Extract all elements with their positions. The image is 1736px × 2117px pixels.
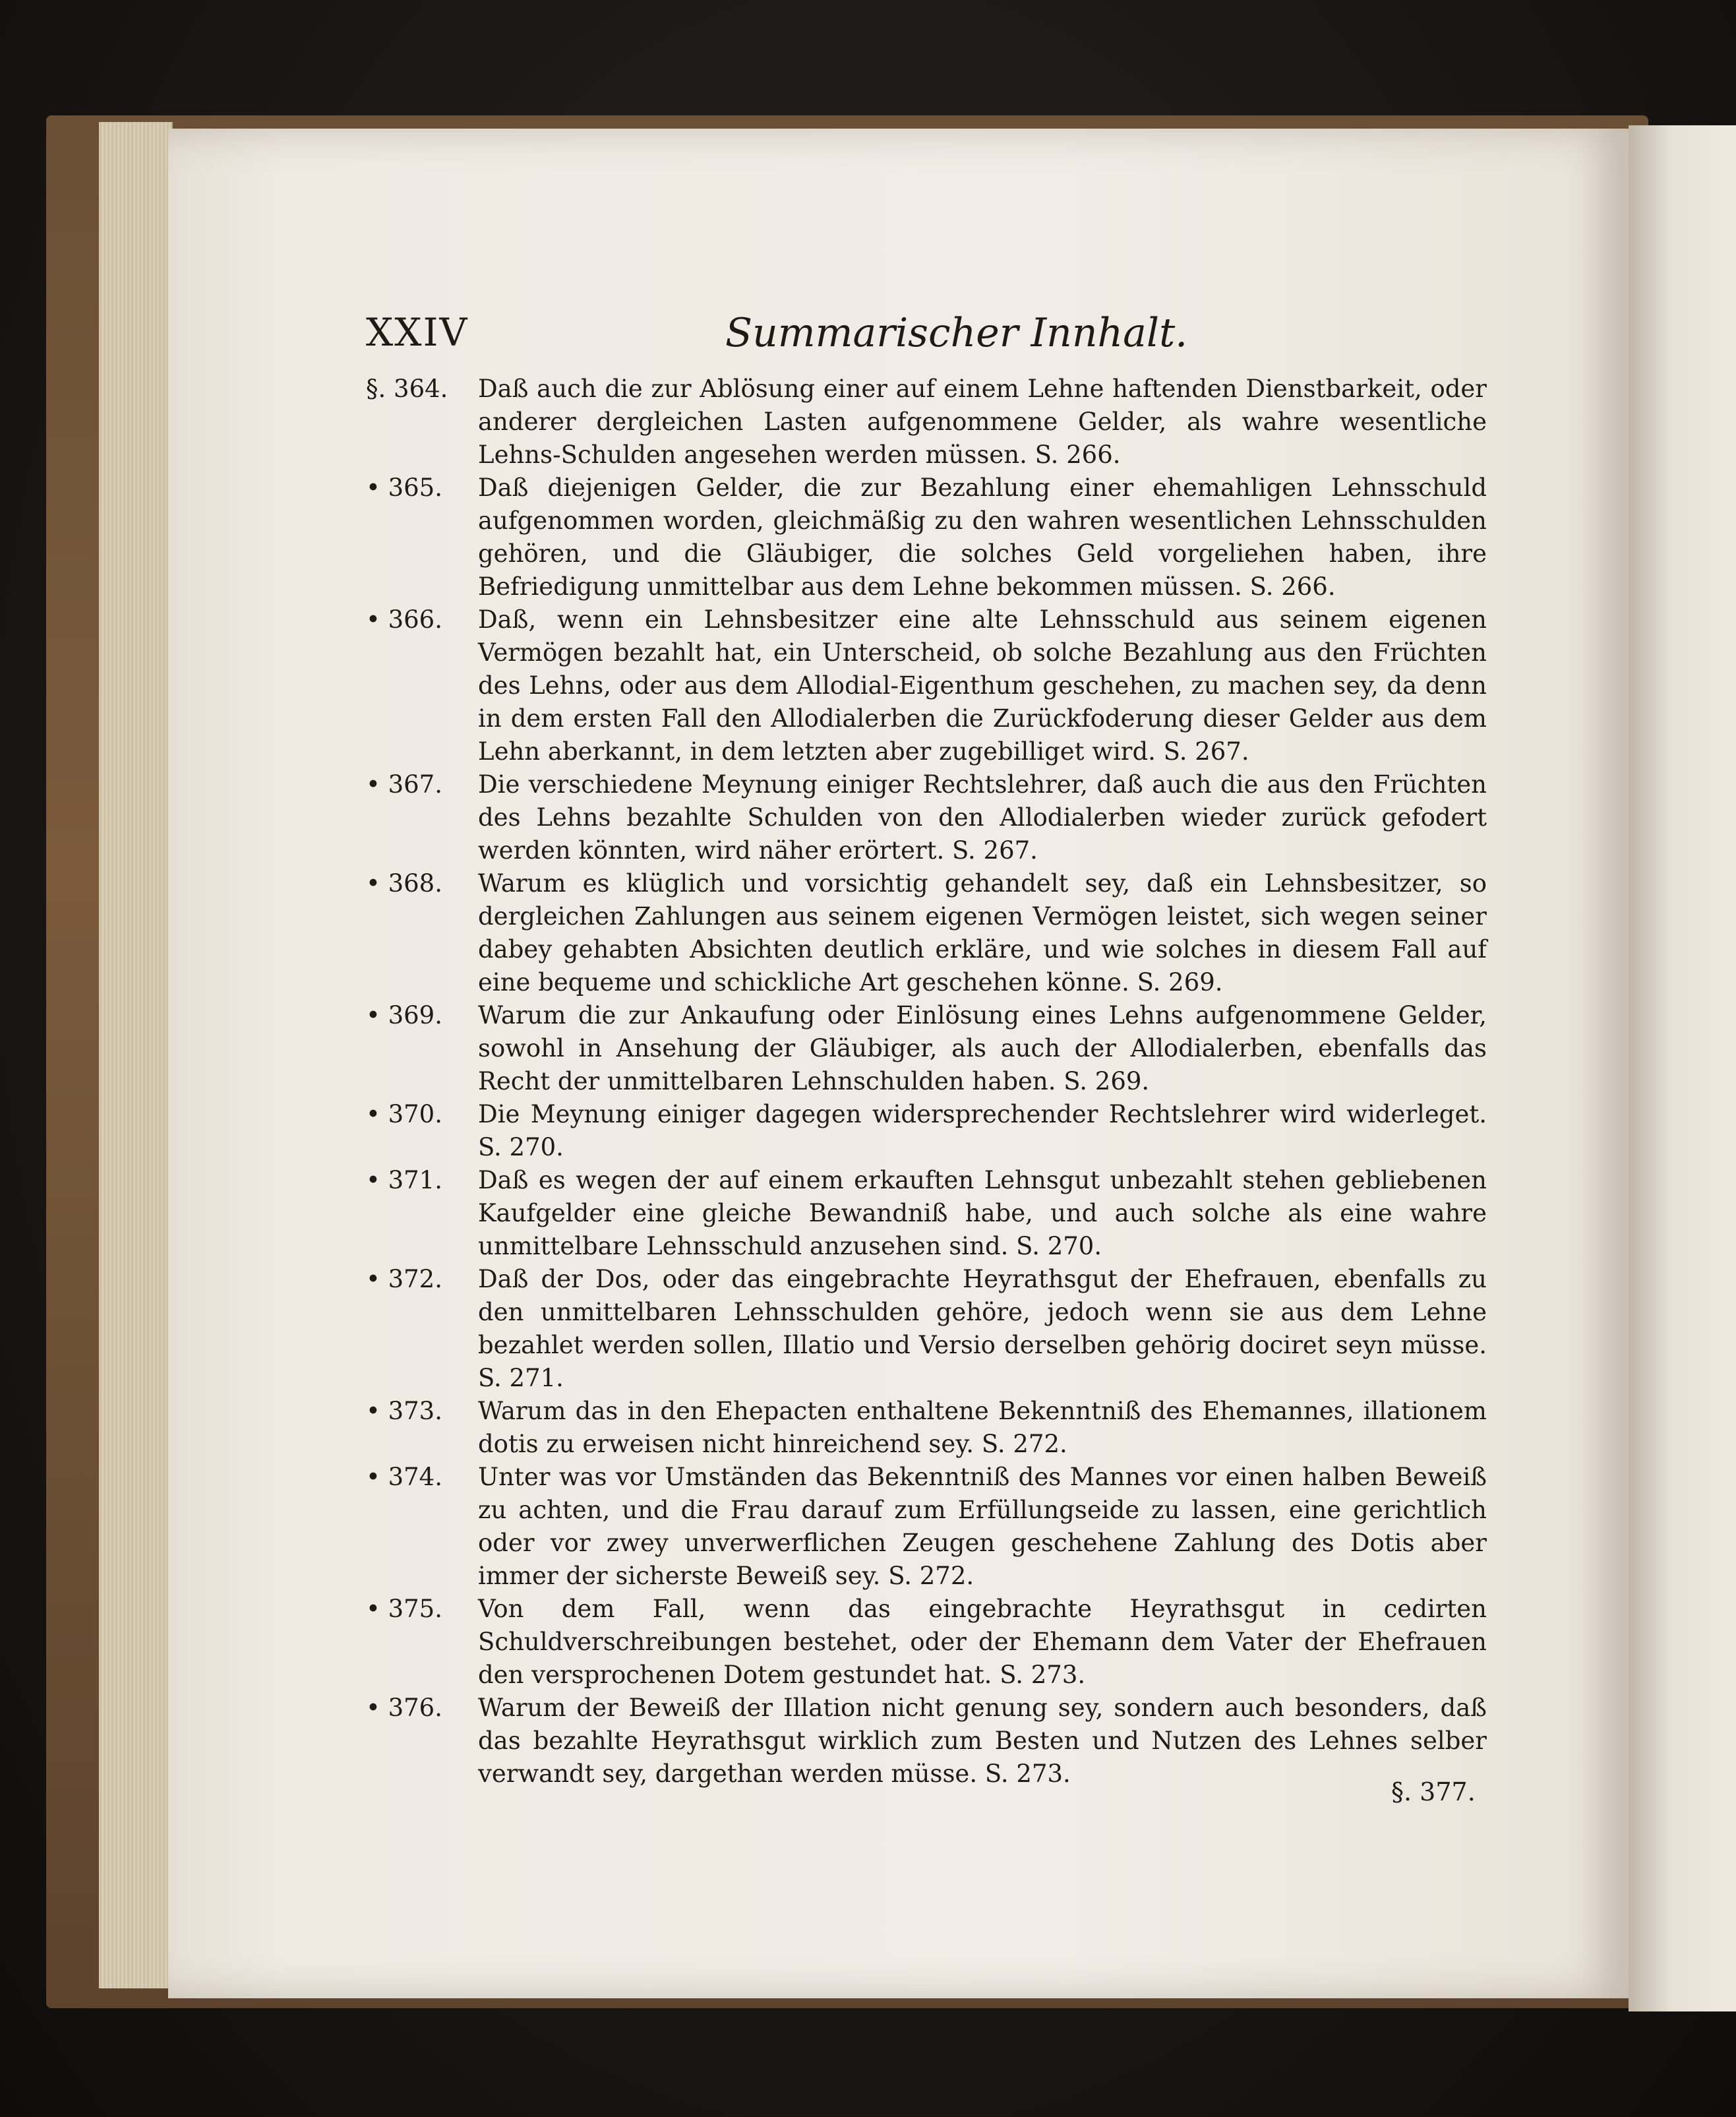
entry-text: Unter was vor Umständen das Bekenntniß des Mannes vor einen halben Beweiß zu achten, und die Frau darauf zum Erfüllungseide zu lassen, eine gerichtlich oder vor zwey unverwerflichen Zeugen geschehene Zahlung des Dotis aber immer der sicherste Beweiß sey. S. 272. [478, 1463, 1487, 1590]
entry-number: • 367. [366, 770, 442, 799]
page-stack-edge [99, 122, 173, 1988]
entry-text: Warum der Beweiß der Illation nicht genung sey, sondern auch besonders, daß das bezahlte Heyrathsgut wirklich zum Besten und Nutzen des Lehnes selber verwandt sey, dargethan werden müsse. S. 273. [478, 1694, 1487, 1788]
entry-number: • 371. [366, 1166, 442, 1194]
entry-number: §. 364. [366, 375, 448, 403]
entry-text: Daß es wegen der auf einem erkauften Lehnsgut unbezahlt stehen gebliebenen Kaufgelder eine gleiche Bewandniß habe, und auch solche als eine wahre unmittelbare Lehnsschuld anzusehen sind. S. 270. [478, 1166, 1487, 1260]
entry-number: • 366. [366, 605, 442, 634]
entry-375 [366, 1593, 1487, 1692]
entry-text: Warum es klüglich und vorsichtig gehandelt sey, daß ein Lehnsbesitzer, so dergleichen Zahlungen aus seinem eigenen Vermögen leistet, sich wegen seiner dabey gehabten Absichten deutlich erkläre, und wie solches in diesem Fall auf eine bequeme und schickliche Art geschehen könne. S. 269. [478, 869, 1487, 997]
entry-number: • 376. [366, 1694, 442, 1722]
entry-text: Daß auch die zur Ablösung einer auf einem Lehne haftenden Dienstbarkeit, oder anderer dergleichen Lasten aufgenommene Gelder, als wahre wesentliche Lehns-Schulden angesehen werden müssen. S. 266. [478, 375, 1487, 469]
entry-372 [366, 1263, 1487, 1395]
catchword: §. 377. [1391, 1777, 1476, 1806]
entry-number: • 373. [366, 1397, 442, 1425]
entry-text: Daß der Dos, oder das eingebrachte Heyrathsgut der Ehefrauen, ebenfalls zu den unmittelbaren Lehnsschulden gehöre, jedoch wenn sie aus dem Lehne bezahlet werden sollen, Illatio und Versio derselben gehörig dociret seyn müsse. S. 271. [478, 1265, 1487, 1392]
entry-text: Von dem Fall, wenn das eingebrachte Heyrathsgut in cedirten Schuldverschreibungen bestehet, oder der Ehemann dem Vater der Ehefrauen den versprochenen Dotem gestundet hat. S. 273. [478, 1595, 1487, 1689]
running-title: Summarischer Innhalt. [725, 310, 1188, 356]
entry-364 [366, 373, 1487, 472]
entry-368 [366, 867, 1487, 999]
page-header [366, 310, 1355, 356]
entry-number: • 370. [366, 1100, 442, 1128]
summary-entries [366, 373, 1487, 1791]
entry-number: • 369. [366, 1001, 442, 1029]
entry-371 [366, 1164, 1487, 1263]
entry-text: Daß, wenn ein Lehnsbesitzer eine alte Lehnsschuld aus seinem eigenen Vermögen bezahlt hat, ein Unterscheid, ob solche Bezahlung aus den Früchten des Lehns, oder aus dem Allodial-Eigenthum geschehen, zu machen sey, da denn in dem ersten Fall den Allodialerben die Zurückfoderung dieser Gelder aus dem Lehn aberkannt, in dem letzten aber zugebilliget wird. S. 267. [478, 605, 1487, 766]
entry-366 [366, 603, 1487, 768]
facing-page-edge [1629, 125, 1736, 2011]
entry-370 [366, 1098, 1487, 1164]
entry-number: • 375. [366, 1595, 442, 1623]
entry-text: Daß diejenigen Gelder, die zur Bezahlung einer ehemahligen Lehnsschuld aufgenommen worden, gleichmäßig zu den wahren wesentlichen Lehnsschulden gehören, und die Gläubiger, die solches Geld vorgeliehen haben, ihre Befriedigung unmittelbar aus dem Lehne bekommen müssen. S. 266. [478, 474, 1487, 601]
entry-text: Die verschiedene Meynung einiger Rechtslehrer, daß auch die aus den Früchten des Lehns bezahlte Schulden von den Allodialerben wieder zurück gefodert werden könnten, wird näher erörtert. S. 267. [478, 770, 1487, 865]
entry-text: Warum das in den Ehepacten enthaltene Bekenntniß des Ehemannes, illationem dotis zu erweisen nicht hinreichend sey. S. 272. [478, 1397, 1487, 1458]
entry-374 [366, 1461, 1487, 1593]
entry-376 [366, 1692, 1487, 1791]
entry-369 [366, 999, 1487, 1098]
entry-367 [366, 768, 1487, 867]
entry-number: • 368. [366, 869, 442, 898]
entry-number: • 374. [366, 1463, 442, 1491]
entry-text: Die Meynung einiger dagegen widersprechender Rechtslehrer wird widerleget. S. 270. [478, 1100, 1487, 1161]
entry-373 [366, 1395, 1487, 1461]
entry-number: • 365. [366, 474, 442, 502]
entry-365 [366, 472, 1487, 603]
entry-number: • 372. [366, 1265, 442, 1293]
entry-text: Warum die zur Ankaufung oder Einlösung eines Lehns aufgenommene Gelder, sowohl in Ansehung der Gläubiger, als auch der Allodialerben, ebenfalls das Recht der unmittelbaren Lehnschulden haben. S. 269. [478, 1001, 1487, 1095]
page-number: XXIV [366, 310, 469, 355]
